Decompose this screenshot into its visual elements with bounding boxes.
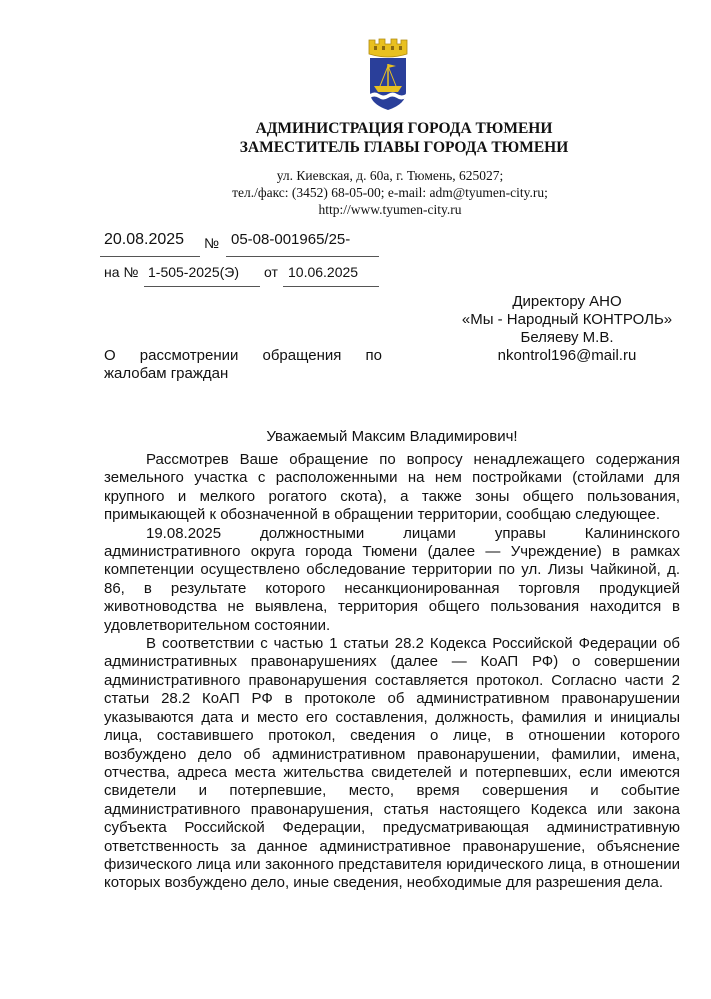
contacts-line: тел./факс: (3452) 68-05-00; e-mail: adm@tyumen-city.ru; xyxy=(232,185,548,200)
body-paragraph: Рассмотрев Ваше обращение по вопросу ненадлежащего содержания земельного участка с расположенными на нем постройками (стойлами для крупного и мелкого рогатого скота), а также зоны общего пользования, примыкающей к обозначенной в обращении территории, сообщаю следующее. xyxy=(104,451,680,524)
recipient-name: Беляеву М.В. xyxy=(520,329,614,346)
reply-to-date: 10.06.2025 xyxy=(288,264,359,280)
from-label: от xyxy=(264,264,278,280)
reply-to-number: 1-505-2025(Э) xyxy=(148,264,239,280)
body-paragraph: 19.08.2025 должностными лицами управы Калининского административного округа города Тюмени (далее — Учреждение) в рамках компетенции осуществлено обследование территории по ул. Лизы Чайкиной, д. 86, в результате которого несанкционированная торговля продукцией животноводства не выявлена, территория общего пользования находится в удовлетворительном состоянии. xyxy=(104,524,680,634)
recipient-email: nkontrol196@mail.ru xyxy=(497,347,637,364)
number-label: № xyxy=(204,235,220,251)
recipient-position: Директору АНО xyxy=(512,293,622,310)
letter-body xyxy=(104,451,680,893)
reply-date-underline xyxy=(283,286,379,287)
recipient-organization: «Мы - Народный КОНТРОЛЬ» xyxy=(461,311,673,328)
outgoing-number: 05-08-001965/25- xyxy=(231,231,351,248)
boat-hull xyxy=(374,86,402,92)
outgoing-date: 20.08.2025 xyxy=(104,231,185,248)
letter-subject xyxy=(104,347,382,383)
subject-word: О xyxy=(104,347,116,364)
website-line: http://www.tyumen-city.ru xyxy=(318,202,462,217)
subject-word: рассмотрении xyxy=(139,347,239,364)
subject-word: обращения xyxy=(262,347,342,364)
recipient-block xyxy=(400,293,711,365)
reply-to-label: на № xyxy=(104,264,139,280)
address-line: ул. Киевская, д. 60а, г. Тюмень, 625027; xyxy=(276,168,504,183)
crest-graphic xyxy=(366,36,410,112)
subject-word: по xyxy=(365,347,382,364)
tyumen-coat-of-arms-icon xyxy=(366,36,410,112)
number-underline xyxy=(226,256,379,257)
organization-name: АДМИНИСТРАЦИЯ ГОРОДА ТЮМЕНИ xyxy=(255,120,553,137)
body-paragraph: В соответствии с частью 1 статьи 28.2 Кодекса Российской Федерации об административных правонарушениях (далее — КоАП РФ) о совершении административного правонарушения составляется протокол. Согласно части 2 статьи 28.2 КоАП РФ в протоколе об административном правонарушении указываются дата и место его составления, должность, фамилия и инициалы лица, составившего протокол, сведения о лице, в отношении которого возбуждено дело об административном правонарушении, фамилии, имена, отчества, адреса места жительства свидетелей и потерпевших, если имеются свидетели и потерпевшие, место, время совершения и событие административного правонарушения, статья настоящего Кодекса или закона субъекта Российской Федерации, предусматривающая административную ответственность за данное административное правонарушение, объяснение физического лица или законного представителя юридического лица, в отношении которых возбуждено дело, иные сведения, необходимые для разрешения дела. xyxy=(104,635,680,892)
reply-number-underline xyxy=(144,286,260,287)
subject-line-2: жалобам граждан xyxy=(104,365,229,382)
date-underline xyxy=(100,256,200,257)
salutation: Уважаемый Максим Владимирович! xyxy=(266,428,518,445)
official-position: ЗАМЕСТИТЕЛЬ ГЛАВЫ ГОРОДА ТЮМЕНИ xyxy=(239,139,569,156)
